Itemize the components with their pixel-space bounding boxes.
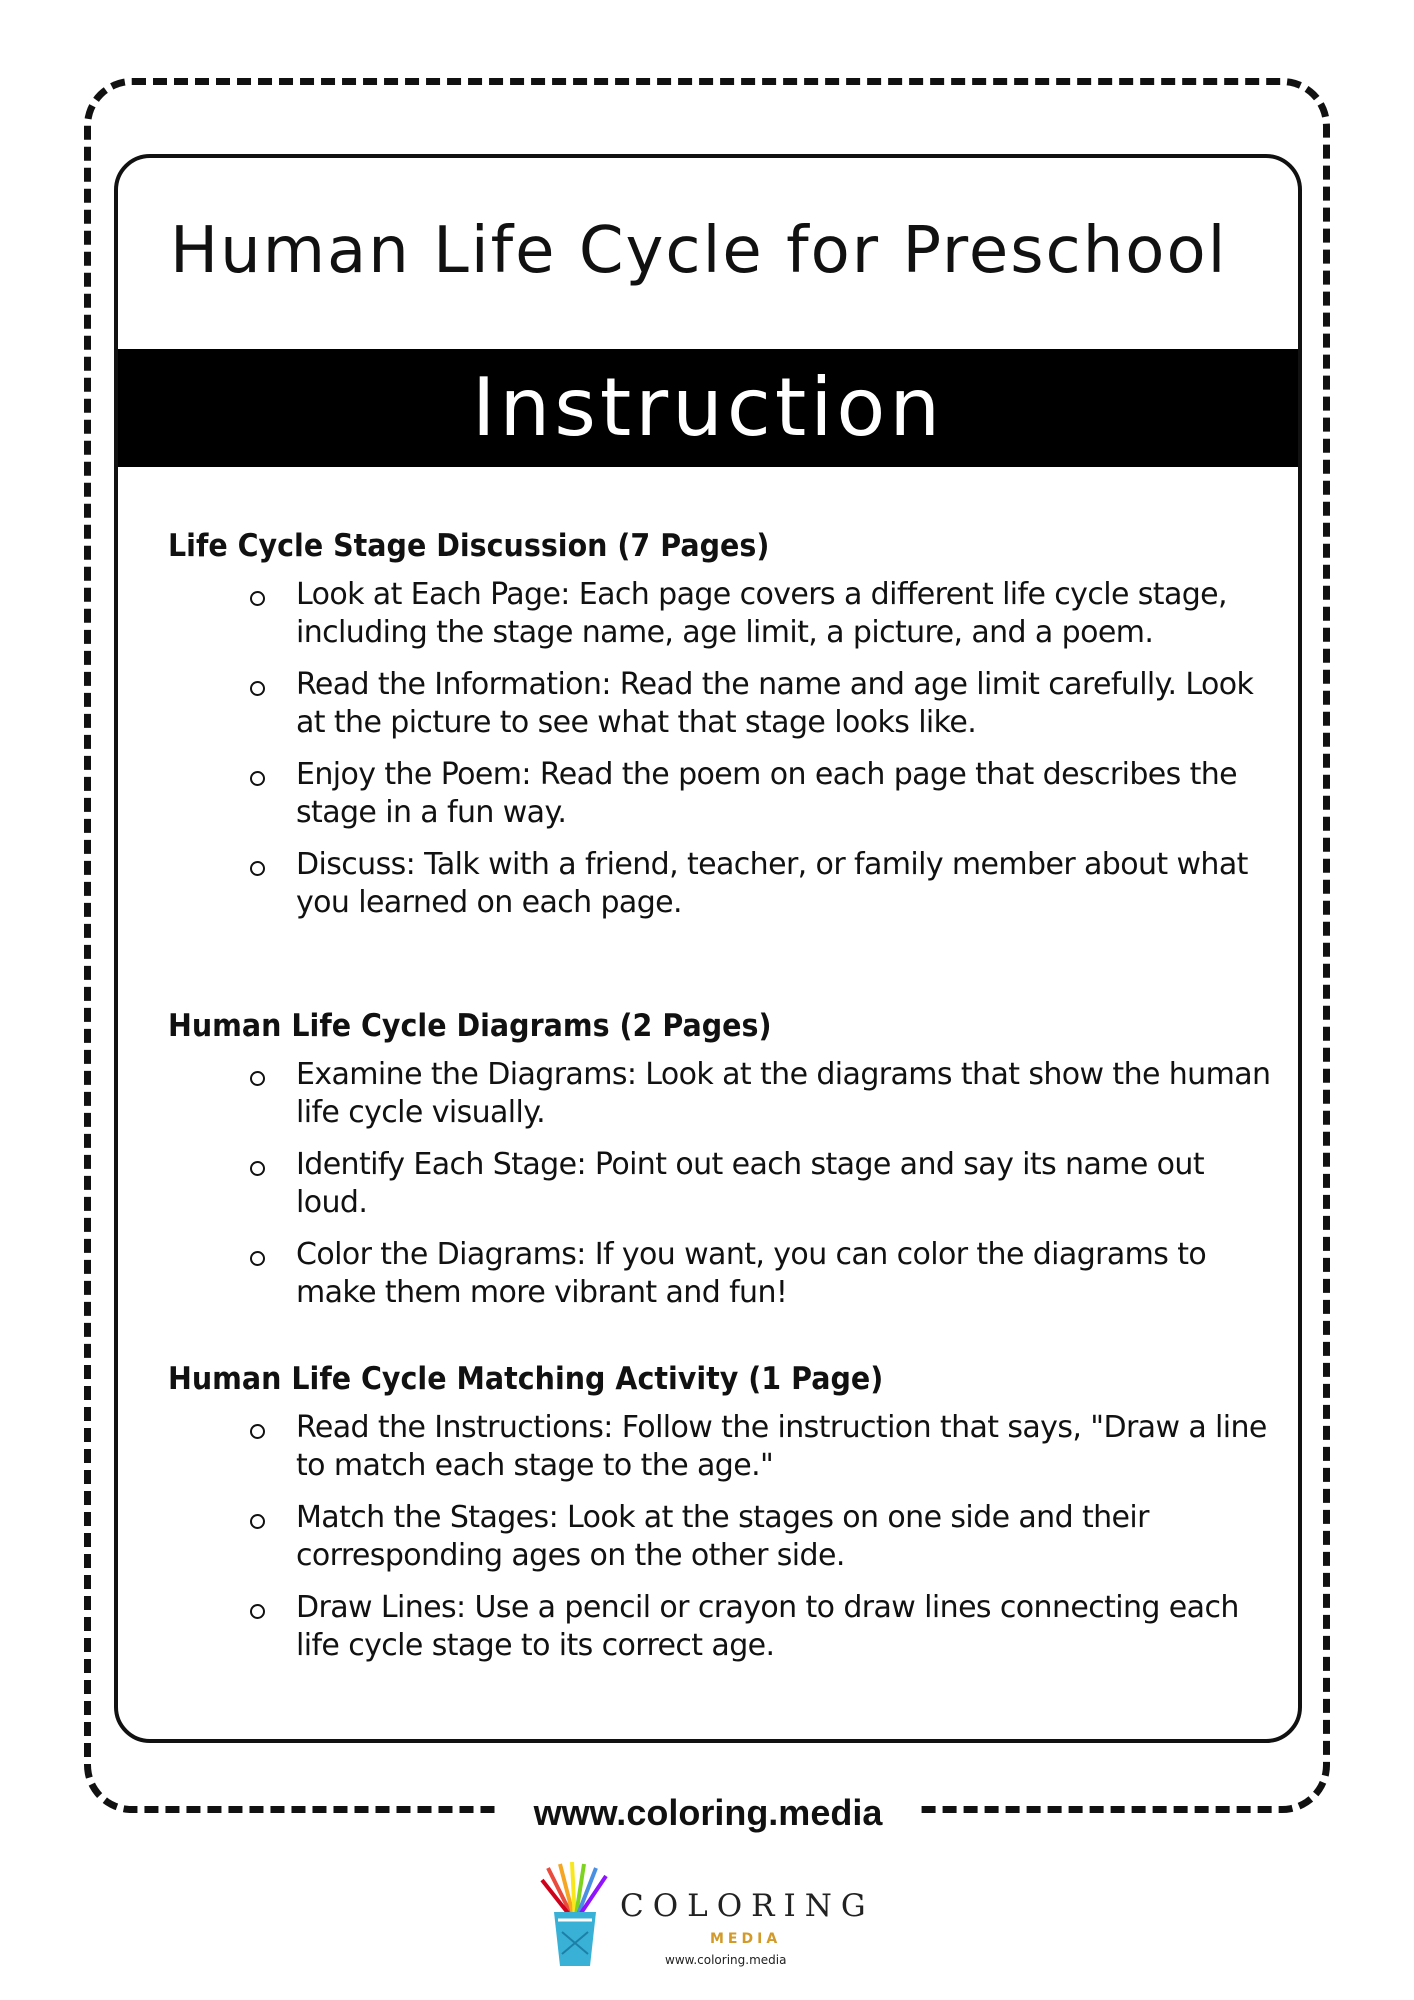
list-item — [168, 666, 1278, 742]
section-stage-discussion — [168, 528, 1278, 936]
pencil-cup-icon — [540, 1862, 610, 1972]
item-text: Examine the Diagrams: Look at the diagrams that show the human life cycle visually. — [296, 1057, 1271, 1130]
item-text: Draw Lines: Use a pencil or crayon to draw lines connecting each life cycle stage to its correct age. — [296, 1590, 1239, 1663]
section-heading: Human Life Cycle Matching Activity (1 Page) — [168, 1361, 884, 1397]
list-item — [168, 756, 1278, 832]
bullet-icon — [250, 1161, 265, 1176]
list-item — [168, 1409, 1278, 1485]
coloring-media-logo[interactable] — [540, 1862, 875, 1972]
bullet-icon — [250, 1071, 265, 1086]
item-list — [168, 1409, 1278, 1665]
list-item — [168, 1236, 1278, 1312]
bullet-icon — [250, 1424, 265, 1439]
item-text: Read the Instructions: Follow the instruction that says, "Draw a line to match each stage to the age." — [296, 1410, 1267, 1483]
item-text: Identify Each Stage: Point out each stage and say its name out loud. — [296, 1147, 1204, 1220]
bullet-icon — [250, 681, 265, 696]
page-title: Human Life Cycle for Preschool — [170, 214, 1228, 288]
footer-url[interactable]: www.coloring.media — [500, 1785, 916, 1841]
instruction-card — [114, 154, 1302, 1743]
banner-label: Instruction — [471, 361, 945, 454]
bullet-icon — [250, 1604, 265, 1619]
instruction-banner — [118, 349, 1298, 467]
item-text: Color the Diagrams: If you want, you can color the diagrams to make them more vibrant and fun! — [296, 1237, 1207, 1310]
logo-url[interactable]: www.coloring.media — [665, 1953, 787, 1967]
item-text: Enjoy the Poem: Read the poem on each page that describes the stage in a fun way. — [296, 757, 1238, 830]
list-item — [168, 1499, 1278, 1575]
item-text: Match the Stages: Look at the stages on one side and their corresponding ages on the other side. — [296, 1500, 1149, 1573]
item-text: Discuss: Talk with a friend, teacher, or family member about what you learned on each page. — [296, 847, 1248, 920]
item-list — [168, 1056, 1278, 1312]
item-text: Look at Each Page: Each page covers a different life cycle stage, including the stage name, age limit, a picture, and a poem. — [296, 577, 1227, 650]
list-item — [168, 1589, 1278, 1665]
item-list — [168, 576, 1278, 922]
bullet-icon — [250, 1514, 265, 1529]
bullet-icon — [250, 1251, 265, 1266]
section-heading: Human Life Cycle Diagrams (2 Pages) — [168, 1008, 772, 1044]
logo-wordmark: COLORING — [620, 1888, 875, 1924]
section-diagrams — [168, 1008, 1278, 1326]
list-item — [168, 1056, 1278, 1132]
list-item — [168, 1146, 1278, 1222]
logo-subtitle: MEDIA — [710, 1931, 782, 1947]
section-matching-activity — [168, 1361, 1278, 1679]
list-item — [168, 576, 1278, 652]
section-heading: Life Cycle Stage Discussion (7 Pages) — [168, 528, 770, 564]
list-item — [168, 846, 1278, 922]
bullet-icon — [250, 861, 265, 876]
bullet-icon — [250, 771, 265, 786]
item-text: Read the Information: Read the name and age limit carefully. Look at the picture to see what that stage looks like. — [296, 667, 1254, 740]
bullet-icon — [250, 591, 265, 606]
